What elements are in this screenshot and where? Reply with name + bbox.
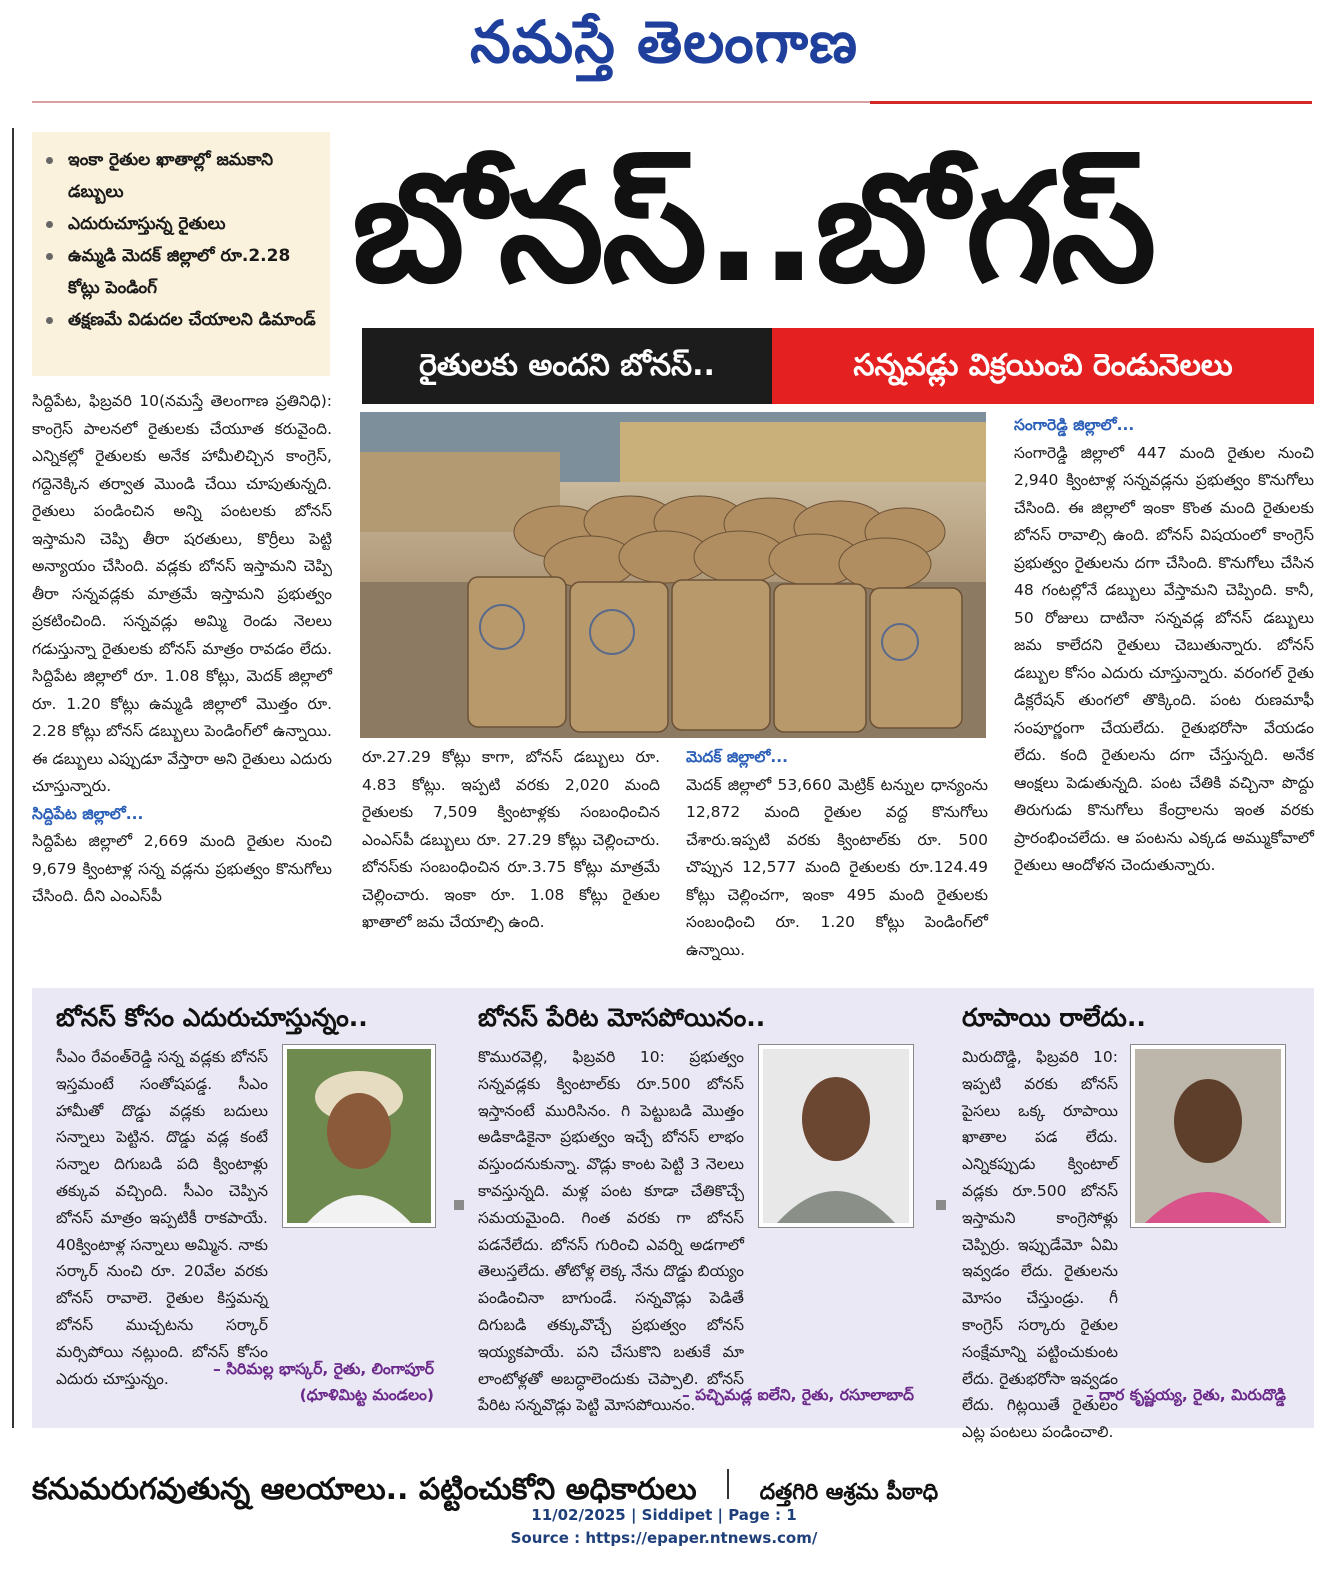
- quote-title: బోనస్ కోసం ఎదురుచూస్తున్నం..: [56, 1003, 368, 1032]
- highlight-item: తక్షణమే విడుదల చేయాలని డిమాండ్: [46, 304, 320, 336]
- main-headline: బోనస్..బోగస్: [352, 142, 1155, 316]
- article-body: సిద్దిపేట జిల్లాలో 2,669 మంది రైతుల నుంచి 9,679 క్వింటాళ్ల సన్న వడ్లను ప్రభుత్వం కొనుగోలు చేసింది. దీని ఎంఎస్‌పీ: [32, 832, 332, 905]
- farmer-quote-box-3: [962, 988, 1288, 1442]
- highlights-box: [32, 132, 330, 376]
- paddy-bags-photo: [360, 412, 986, 738]
- source-link[interactable]: Source : https://epaper.ntnews.com/: [510, 1529, 818, 1547]
- farmer-portrait-image: [763, 1049, 909, 1223]
- subheadline-left: రైతులకు అందని బోనస్..: [362, 328, 772, 404]
- farmer-portrait: [758, 1044, 914, 1228]
- farmer-quote-box-1: [56, 988, 436, 1428]
- bullet-icon: [46, 157, 53, 164]
- masthead: [0, 0, 1328, 90]
- next-story-headline-right: దత్తగిరి ఆశ్రమ పీఠాధి: [759, 1480, 939, 1505]
- quote-title: రూపాయి రాలేదు..: [962, 1003, 1146, 1032]
- section-heading: మెదక్ జిల్లాలో...: [686, 748, 789, 766]
- bullet-icon: [46, 221, 53, 228]
- edition-info: 11/02/2025 | Siddipet | Page : 1: [531, 1506, 797, 1524]
- quote-text-block: [962, 1044, 1118, 1442]
- quote-signature: – సిరిమల్ల భాస్కర్, రైతు, లింగాపూర్ (ధూళిమిట్ట మండలం): [212, 1360, 434, 1404]
- article-body: మెదక్ జిల్లాలో 53,660 మెట్రిక్ టన్నుల ధాన్యంను 12,872 మంది రైతుల వద్ద కొనుగోలు చేశారు.ఇప్పటి వరకు క్వింటాల్‌కు రూ. 500 చొప్పున 12,577 మంది రైతులకు రూ.124.49 కోట్లు చెల్లించగా, ఇంకా 495 మంది రైతులకు సంబంధించి రూ. 1.20 కోట్లు పెండింగ్‌లో ఉన్నాయి.: [686, 775, 988, 959]
- quote-title: బోనస్ పేరిట మోసపోయినం..: [478, 1003, 766, 1032]
- article-column-2: [362, 744, 660, 970]
- section-heading: సిద్దిపేట జిల్లాలో...: [32, 804, 144, 823]
- article-column-4: [1014, 412, 1314, 970]
- newspaper-logo: నమస్తే తెలంగాణ: [470, 8, 858, 76]
- bullet-icon: [46, 253, 53, 260]
- farmer-portrait-image: [1135, 1049, 1281, 1223]
- box-separator: [936, 1200, 946, 1210]
- quote-text: సీఎం రేవంత్‌రెడ్డి సన్న వడ్లకు బోనస్ ఇస్తమంటే సంతోషపడ్డ. సీఎం హామీతో దొడ్డు వడ్లకు బదులు సన్నాలు పెట్టిన. దొడ్డు వడ్ల కంటే సన్నాల దిగుబడి పది క్వింటాళ్లు తక్కువ వచ్చింది. సీఎం చెప్పిన బోనస్ మాత్రం ఇప్పటికీ రాకపాయే. 40క్వింటాళ్ల సన్నాలు అమ్మిన. నాకు సర్కార్ నుంచి రూ. 20వేల వరకు బోనస్ రావాలె. రైతుల కిస్తమన్న బోనస్ ముచ్చటను సర్కార్ మర్సిపోయి నట్లుంది. బోనస్ కోసం ఎదురు చూస్తున్నం.: [56, 1048, 268, 1388]
- highlight-item: ఇంకా రైతుల ఖాతాల్లో జమకాని డబ్బులు: [46, 144, 320, 208]
- highlight-item: ఎదురుచూస్తున్న రైతులు: [46, 208, 320, 240]
- article-body: సంగారెడ్డి జిల్లాలో 447 మంది రైతుల నుంచి 2,940 క్వింటాళ్ల సన్నవడ్లను ప్రభుత్వం కొనుగోలు చేసింది. ఈ జిల్లాలో ఇంకా కొంత మంది రైతులకు బోనస్ రావాల్సి ఉంది. బోనస్ విషయంలో కాంగ్రెస్ ప్రభుత్వం రైతులను దగా చేసింది. కొనుగోలు చేసిన 48 గంటల్లోనే డబ్బులు వేస్తామని చెప్పింది. కానీ, 50 రోజులు దాటినా సన్నవడ్ల బోనస్ డబ్బులు జమ కాలేదని రైతులు చెబుతున్నారు. బోనస్ డబ్బుల కోసం ఎదురు చూస్తున్నారు. వరంగల్ రైతు డిక్లరేషన్ తుంగలో తొక్కింది. పంట రుణమాఫీ సంపూర్ణంగా చేయలేదు. రైతుభరోసా వేయడం లేదు. కంది రైతులను దగా చేస్తున్నది. అనేక ఆంక్షలు పెడుతున్నది. పంట చేతికి వచ్చినా పొద్దు తిరుగుడు కొనుగోలు కేంద్రాలను ఇంత వరకు ప్రారంభించలేదు. ఆ పంటను ఎక్కడ అమ్ముకోవాలో రైతులు ఆందోళన చెందుతున్నారు.: [1014, 443, 1314, 874]
- subheadline-right: సన్నవడ్లు విక్రయించి రెండునెలలు: [772, 328, 1314, 404]
- strip-divider: [727, 1469, 729, 1499]
- quote-text-block: [478, 1044, 744, 1418]
- quote-text-top: [56, 1044, 268, 1388]
- farmer-portrait-image: [287, 1049, 431, 1223]
- highlight-item: ఉమ్మడి మెదక్ జిల్లాలో రూ.2.28 కోట్లు పెండింగ్: [46, 240, 320, 304]
- box-separator: [454, 1200, 464, 1210]
- masthead-rule-accent: [870, 101, 1312, 104]
- next-story-strip: [32, 1460, 1314, 1507]
- bullet-icon: [46, 317, 53, 324]
- section-heading: సంగారెడ్డి జిల్లాలో...: [1014, 416, 1135, 434]
- farmer-quote-box-2: [478, 988, 916, 1428]
- farmer-portrait: [282, 1044, 436, 1228]
- article-column-3: [686, 744, 988, 970]
- paddy-bags-illustration: [360, 412, 986, 738]
- quote-text: కొమురవెల్లి, ఫిబ్రవరి 10: ప్రభుత్వం సన్నవడ్లకు క్వింటాల్‌కు రూ.500 బోనస్ ఇస్తానంటే మురిసినం. గి పెట్టుబడి మొత్తం అడికాడికైనా ప్రభుత్వం ఇచ్చే బోనస్ లాభం వస్తుందనుకున్నా. వొడ్లు కాంట పెట్టి 3 నెలలు కావస్తున్నది. మళ్ల పంట కూడా చేతికొచ్చే సమయమైంది. గింత వరకు గా బోనస్ పడనేలేదు. బోనస్ గురించి ఎవర్ని అడగాలో తెలుస్తలేదు. తోటోళ్ల లెక్క నేను దొడ్డు బియ్యం పండించినా బాగుండే. సన్నవొడ్లు పెడితే దిగుబడి తక్కువొచ్చే ప్రభుత్వం బోనస్ ఇయ్యకపాయే. పని చేసుకొని బతుకే మా లాంటోళ్లతో అబద్ధాలెందుకు చెప్పాలి. బోనస్ పేరిట సన్నవొడ్లు పెట్టి మోసపోయినం.: [478, 1048, 744, 1415]
- article-body: సిద్దిపేట, ఫిబ్రవరి 10(నమస్తే తెలంగాణ ప్రతినిధి): కాంగ్రెస్ పాలనలో రైతులకు చేయూత కరువైంది. ఎన్నికల్లో రైతులకు అనేక హామీలిచ్చిన కాంగ్రెస్, గద్దెనెక్కిన తర్వాత మొండి చేయి చూపుతున్నది. రైతులు పండించిన అన్ని పంటలకు బోనస్ ఇస్తామని చెప్పి తీరా షరతులు, కొర్రీలు పెట్టి అన్యాయం చేసింది. వడ్లకు బోనస్ ఇస్తామని చెప్పి తీరా సన్నవడ్లకు మాత్రమే ఇస్తామని ప్రభుత్వం ప్రకటించింది. సన్నవడ్లు అమ్మి రెండు నెలలు గడుస్తున్నా రైతులకు బోనస్ మాత్రం రావడం లేదు. సిద్దిపేట జిల్లాలో రూ. 1.08 కోట్లు, మెదక్ జిల్లాలో రూ. 1.20 కోట్లు ఉమ్మడి జిల్లాలో మొత్తం రూ. 2.28 కోట్లు బోనస్ డబ్బులు పెండింగ్‌లో ఉన్నాయి. ఈ డబ్బులు ఎప్పుడూ వేస్తారా అని రైతులు ఎదురు చూస్తున్నారు.: [32, 392, 332, 795]
- article-column-1: [32, 388, 332, 970]
- quote-signature: – పచ్చిమడ్ల ఐలేని, రైతు, రసూలాబాద్: [681, 1386, 914, 1404]
- quote-signature: – దార కృష్ణయ్య, రైతు, మిరుదొడ్డి: [1085, 1386, 1286, 1404]
- quote-text: మిరుదొడ్డి, ఫిబ్రవరి 10: ఇప్పటి వరకు బోనస్ పైసలు ఒక్క రూపాయి ఖాతాల పడ లేదు. ఎన్నికప్పుడు క్వింటాల్ వడ్లకు రూ.500 బోనస్ ఇస్తామని కాంగ్రెసోళ్లు చెప్పిర్రు. ఇప్పుడేమో ఏమి ఇవ్వడం లేదు. రైతులను మోసం చేస్తుండ్రు. గీ కాంగ్రెస్ సర్కారు రైతుల సంక్షేమాన్ని పట్టించుకుంట లేదు. రైతుభరోసా ఇవ్వడం లేదు. గిట్లయితే రైతులం ఎట్ల పంటలు పండించాలి.: [962, 1048, 1118, 1442]
- page-edge-rule: [12, 128, 14, 1428]
- next-story-headline: కనుమరుగవుతున్న ఆలయాలు.. పట్టించుకోని అధికారులు: [32, 1472, 697, 1507]
- page-footer: [0, 1504, 1328, 1550]
- article-body: రూ.27.29 కోట్లు కాగా, బోనస్ డబ్బులు రూ. 4.83 కోట్లు. ఇప్పటి వరకు 2,020 మంది రైతులకు 7,509 క్వింటాళ్లకు సంబంధించిన ఎంఎస్‌పీ డబ్బులు రూ. 27.29 కోట్లు చెల్లించారు. బోనస్‌కు సంబంధించిన రూ.3.75 కోట్లు మాత్రమే చెల్లించారు. ఇంకా రూ. 1.08 కోట్లు రైతుల ఖాతాలో జమ చేయాల్సి ఉంది.: [362, 748, 660, 931]
- farmer-portrait: [1130, 1044, 1286, 1228]
